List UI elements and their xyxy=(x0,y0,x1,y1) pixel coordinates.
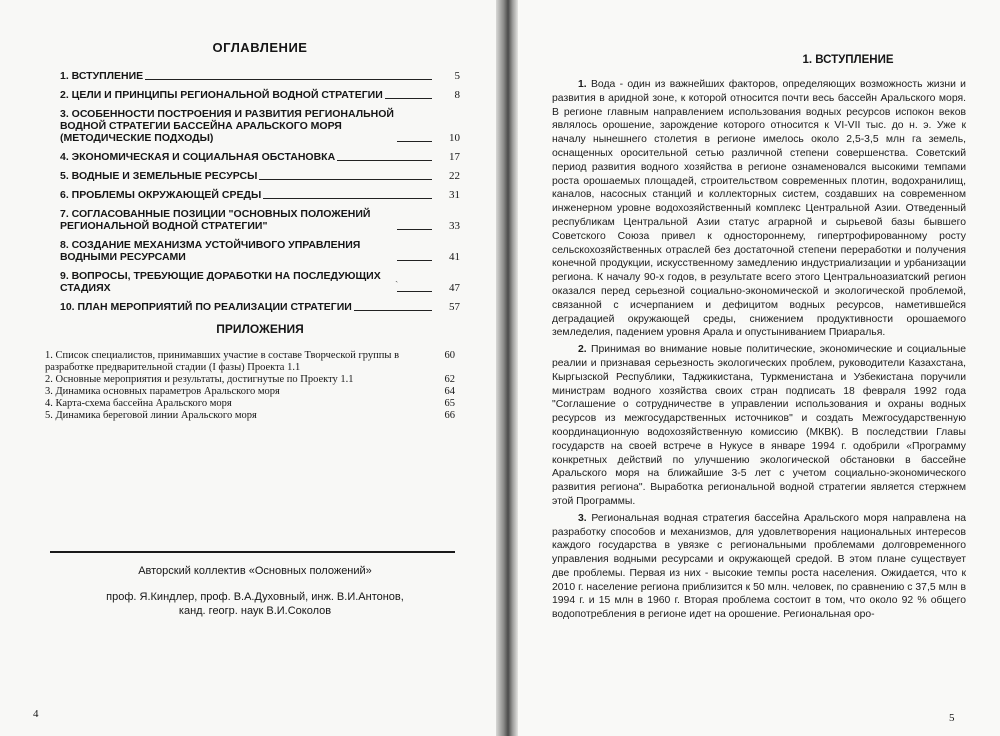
appendix-entry-page: 66 xyxy=(444,409,455,421)
authors-heading: Авторский коллектив «Основных положений» xyxy=(138,565,372,577)
toc-leader-line xyxy=(397,229,432,230)
section-body xyxy=(552,78,966,625)
toc-entry-title: 5. ВОДНЫЕ И ЗЕМЕЛЬНЫЕ РЕСУРСЫ xyxy=(60,170,258,182)
appendix-entry-title: 5. Динамика береговой линии Аральского моря xyxy=(45,409,257,421)
paragraph-number: 1. xyxy=(578,79,587,90)
appendix-entry-title: 4. Карта-схема бассейна Аральского моря xyxy=(45,397,232,409)
toc-leader-line xyxy=(337,160,432,161)
paragraph-text: Региональная водная стратегия бассейна Аральского моря направлена на разработку способов и механизмов, для удовлетворения национальных интересов каждого государства в увязке с региональными проблемами долговременного управления водными ресурсами и окружающей средой. В этом плане существует две проблемы. Первая из них - высокие темпы роста населения. Ожидается, что к 2010 г. население региона приблизится к 50 млн. человек, по сравнению с 37,5 млн в 1994 г. и 15 млн в 1960 г. Вторая проблема состоит в том, что около 92 % общего водопотребления в регионе идет на орошение. Региональная оро- xyxy=(552,512,966,621)
toc-entry-title: 2. ЦЕЛИ И ПРИНЦИПЫ РЕГИОНАЛЬНОЙ ВОДНОЙ СТРАТЕГИИ xyxy=(60,89,383,101)
section-heading: 1. ВСТУПЛЕНИЕ xyxy=(802,54,894,66)
left-page xyxy=(0,0,496,736)
toc-entry xyxy=(60,89,460,101)
authors-line: канд. геогр. наук В.И.Соколов xyxy=(178,605,332,617)
toc-entry-title: 10. ПЛАН МЕРОПРИЯТИЙ ПО РЕАЛИЗАЦИИ СТРАТЕГИИ xyxy=(60,301,352,313)
toc-entry-page: 22 xyxy=(449,170,460,182)
toc-heading: ОГЛАВЛЕНИЕ xyxy=(212,40,308,55)
toc-entry xyxy=(60,70,460,82)
paragraph xyxy=(552,78,966,340)
appendix-entry xyxy=(45,386,455,398)
toc-entry-title: 6. ПРОБЛЕМЫ ОКРУЖАЮЩЕЙ СРЕДЫ xyxy=(60,189,262,201)
paragraph-text: Принимая во внимание новые политические, экономические и социальные реалии и признавая серьезность экологических проблем, руководители Казахстана, Кыргызской Республики, Таджикистана, Туркменистана и Узбекистана поручили министрам водного хозяйства своих стран подписать 18 февраля 1992 года "Соглашение о сотрудничестве в управлении использования и охраны водных ресурсов из межгосударственных источников" и создать Межгосударственную координационную водохозяйственную комиссию (МКВК). В последствии Главы государств на своей встрече в Нукусе в январе 1994 г. одобрили «Программу конкретных действий по улучшению экологической обстановки в бассейне Аральского моря на ближайшие 3-5 лет с учетом социально-экономического развития региона". Выработка региональной водной стратегии является стержнем этой Программы. xyxy=(552,344,967,507)
toc-entry-page: 10 xyxy=(449,132,460,144)
toc-entry xyxy=(60,189,460,201)
toc-entry-page: 8 xyxy=(454,89,460,101)
toc-leader-line xyxy=(263,198,432,199)
toc-entry-title: 9. ВОПРОСЫ, ТРЕБУЮЩИЕ ДОРАБОТКИ НА ПОСЛЕДУЮЩИХ СТАДИЯХ xyxy=(60,270,381,294)
appendix-heading: ПРИЛОЖЕНИЯ xyxy=(216,322,304,336)
appendix-entry-page: 65 xyxy=(444,397,455,409)
toc-entry xyxy=(60,208,460,232)
appendix-entry xyxy=(45,350,455,373)
toc-entry-title: 4. ЭКОНОМИЧЕСКАЯ И СОЦИАЛЬНАЯ ОБСТАНОВКА xyxy=(60,151,336,163)
appendix-entry xyxy=(45,410,455,422)
authors-line: проф. Я.Киндлер, проф. В.А.Духовный, инж. В.И.Антонов, xyxy=(106,591,404,603)
appendix-entry-title: 3. Динамика основных параметров Аральского моря xyxy=(45,385,280,397)
paragraph xyxy=(552,512,966,622)
table-of-contents xyxy=(60,70,460,320)
appendix-entry-page: 64 xyxy=(444,385,455,397)
appendix-entry xyxy=(45,398,455,410)
toc-entry xyxy=(60,108,460,144)
toc-entry xyxy=(60,151,460,163)
page-number-left: 4 xyxy=(33,708,39,720)
paragraph-text: Вода - один из важнейших факторов, определяющих возможность жизни и развития в аридной зоне, к которой относится почти весь бассейн Аральского моря. В регионе главным направлением использования водных ресурсов испокон веков являлось орошение, зарождение которого относится к VI-VII тыс. до н. э. Уже к началу нынешнего столетия в регионе имелось около 2,5-3,5 млн га земель, оснащенных оросительной сетью различной степени совершенства. Советский период развития водного хозяйства в регионе ознаменовался высокими темпами роста орошаемых площадей, строительством современных плотин, водохранилищ, каналов, насосных станций и коллекторных систем, создавших на современном инженерном уровне водохозяйственный комплекс Центральной Азии. Отведенный республикам Центральной Азии статус аграрной и сырьевой базы бывшего Советского Союза привел к одностороннему, гипертрофированному росту сельскохозяйственных отраслей без достаточной степени переработки и получения конечной продукции, искусственному замедлению индустриализации и урбанизации региона. К началу 90-х годов, в результате всего этого Центральноазиатский регион оказался перед серьезной социально-экономической и экологической проблемой, связанной с исчерпанием и дефицитом водных ресурсов, наметившейся деградацией окружающей среды, снижением продуктивности орошаемого земледелия, падением уровня Арала и опустыниванием Приаралья. xyxy=(552,79,966,339)
toc-entry xyxy=(60,170,460,182)
toc-entry-page: 5 xyxy=(454,70,460,82)
toc-leader-line xyxy=(145,79,432,80)
toc-leader-line xyxy=(397,141,432,142)
toc-entry-page: 31 xyxy=(449,189,460,201)
book-gutter xyxy=(496,0,518,736)
page-number-right: 5 xyxy=(949,712,955,724)
toc-entry xyxy=(60,270,460,294)
toc-leader-line xyxy=(354,310,432,311)
appendix-entry-title: 2. Основные мероприятия и результаты, достигнутые по Проекту 1.1 xyxy=(45,373,354,385)
toc-entry-title: 1. ВСТУПЛЕНИЕ xyxy=(60,70,144,82)
appendix-entry-title: 1. Список специалистов, принимавших участие в составе Творческой группы в разработке предварительной стадии (I фазы) Проекта 1.1 xyxy=(45,350,400,373)
pen-mark-icon: ˎ xyxy=(395,272,399,283)
toc-leader-line xyxy=(385,98,432,99)
paragraph xyxy=(552,343,966,509)
toc-leader-line xyxy=(397,291,432,292)
toc-leader-line xyxy=(259,179,432,180)
toc-entry-page: 57 xyxy=(449,301,460,313)
authors-list xyxy=(60,590,450,618)
toc-entry-title: 7. СОГЛАСОВАННЫЕ ПОЗИЦИИ "ОСНОВНЫХ ПОЛОЖЕНИЙ РЕГИОНАЛЬНОЙ ВОДНОЙ СТРАТЕГИИ" xyxy=(60,208,371,232)
paragraph-number: 3. xyxy=(578,512,587,524)
toc-entry xyxy=(60,301,460,313)
toc-entry-page: 47 xyxy=(449,282,460,294)
appendix-entry xyxy=(45,374,455,386)
appendix-entry-page: 60 xyxy=(444,350,455,361)
toc-entry-title: 3. ОСОБЕННОСТИ ПОСТРОЕНИЯ И РАЗВИТИЯ РЕГИОНАЛЬНОЙ ВОДНОЙ СТРАТЕГИИ БАССЕЙНА АРАЛЬСКОГО МОРЯ (МЕТОДИЧЕСКИЕ ПОДХОДЫ) xyxy=(60,108,394,144)
appendix-entry-page: 62 xyxy=(444,373,455,385)
appendix-list xyxy=(45,350,455,422)
toc-entry-page: 41 xyxy=(449,251,460,263)
toc-entry-page: 17 xyxy=(449,151,460,163)
toc-entry-title: 8. СОЗДАНИЕ МЕХАНИЗМА УСТОЙЧИВОГО УПРАВЛЕНИЯ ВОДНЫМИ РЕСУРСАМИ xyxy=(60,239,361,263)
divider-rule xyxy=(50,551,455,553)
toc-entry-page: 33 xyxy=(449,220,460,232)
paragraph-number: 2. xyxy=(578,344,587,356)
toc-entry xyxy=(60,239,460,263)
toc-leader-line xyxy=(397,260,432,261)
